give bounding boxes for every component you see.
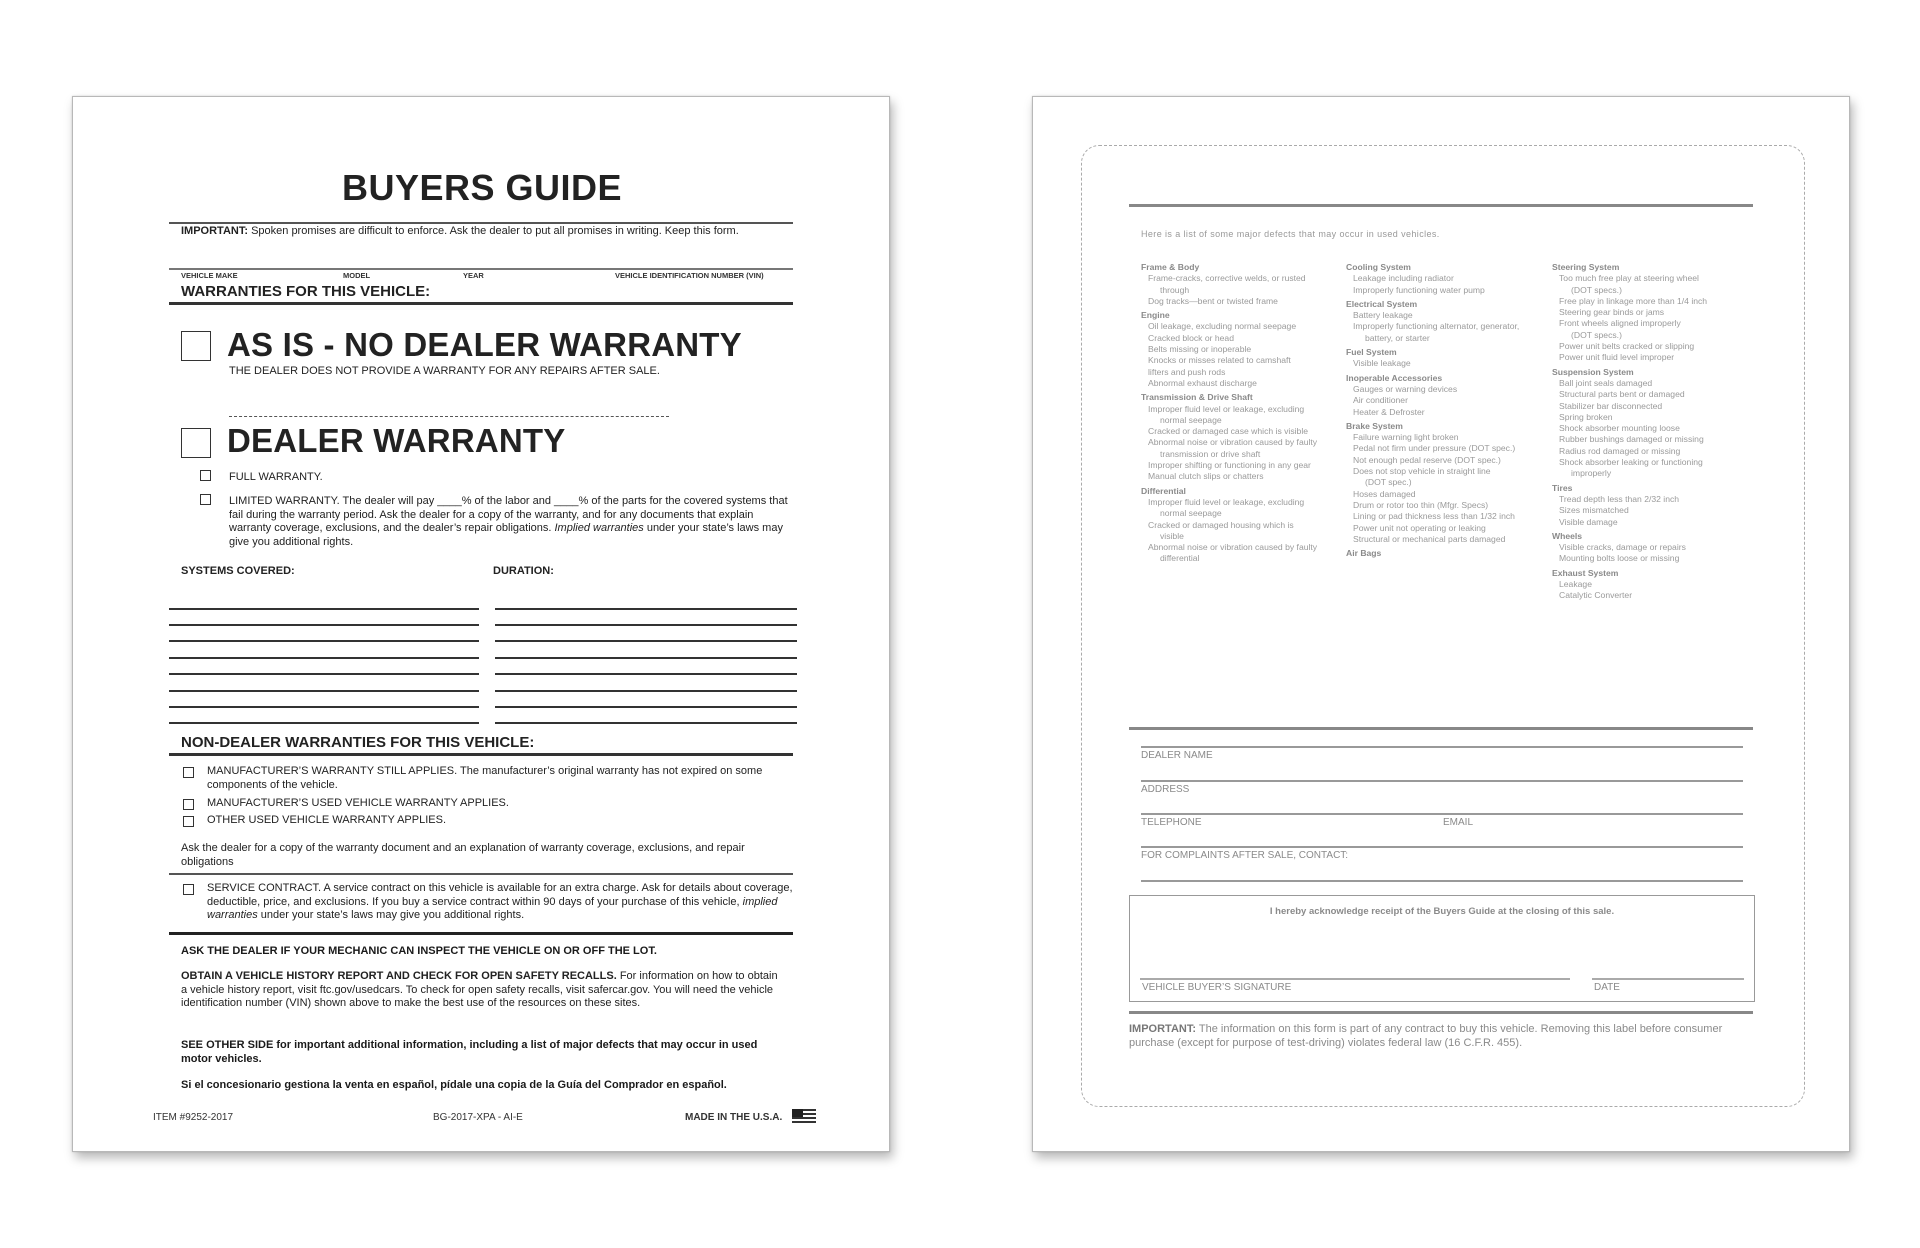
defect-item: Tread depth less than 2/32 inch [1559, 493, 1680, 504]
mechanic-inspection-text: ASK THE DEALER IF YOUR MECHANIC CAN INSPECT THE VEHICLE ON OR OFF THE LOT. [181, 945, 657, 957]
vehicle-make-label: VEHICLE MAKE [181, 271, 238, 280]
dealer-name-line[interactable] [1141, 746, 1743, 748]
defect-item: Pedal not firm under pressure (DOT spec.) [1353, 443, 1516, 454]
defect-category: Differential [1141, 485, 1186, 496]
defect-category: Engine [1141, 310, 1170, 321]
buyers-guide-front-page [72, 96, 890, 1152]
important-notice: IMPORTANT: Spoken promises are difficult to enforce. Ask the dealer to put all promises in writing. Keep this form. [181, 225, 739, 237]
limited-warranty-checkbox[interactable] [200, 494, 211, 505]
defect-category: Air Bags [1346, 548, 1382, 559]
defect-item: Failure warning light broken [1353, 432, 1459, 443]
telephone-email-line[interactable] [1141, 813, 1743, 815]
divider [169, 222, 793, 224]
signature-label: VEHICLE BUYER’S SIGNATURE [1142, 982, 1292, 993]
dealer-warranty-heading: DEALER WARRANTY [227, 422, 566, 459]
divider [169, 873, 793, 875]
defect-item: lifters and push rods [1148, 366, 1226, 377]
divider [1129, 727, 1753, 730]
defect-item: Gauges or warning devices [1353, 383, 1458, 394]
vehicle-info-line [169, 268, 793, 270]
defect-category: Suspension System [1552, 366, 1634, 377]
buyers-guide-back-page [1032, 96, 1850, 1152]
defect-category: Frame & Body [1141, 262, 1200, 272]
defect-item: Visible damage [1559, 516, 1618, 527]
email-label: EMAIL [1443, 817, 1474, 828]
defects-column-3 [1552, 262, 1757, 602]
date-line[interactable] [1592, 978, 1744, 980]
defect-item: Cracked or damaged case which is visible [1148, 426, 1309, 437]
telephone-label: TELEPHONE [1141, 817, 1202, 828]
defect-item: Dog tracks—bent or twisted frame [1148, 295, 1278, 306]
defect-category: Inoperable Accessories [1346, 372, 1443, 383]
defect-item: Air conditioner [1353, 395, 1408, 406]
as-is-subtext: THE DEALER DOES NOT PROVIDE A WARRANTY FOR ANY REPAIRS AFTER SALE. [229, 365, 660, 377]
defect-item: Shock absorber mounting loose [1559, 423, 1680, 434]
defect-item: Manual clutch slips or chatters [1148, 471, 1264, 482]
address-line[interactable] [1141, 780, 1743, 782]
other-used-warranty-checkbox[interactable] [183, 816, 194, 827]
complaints-contact-line[interactable] [1141, 880, 1743, 882]
defect-item: Belts missing or inoperable [1148, 344, 1252, 355]
defect-category: Wheels [1552, 530, 1583, 541]
ask-copy-text: Ask the dealer for a copy of the warranty document and an explanation of warranty coverage, exclusions, and repair obligations [181, 842, 745, 868]
systems-covered-label: SYSTEMS COVERED: [181, 565, 295, 577]
manufacturer-warranty-checkbox[interactable] [183, 767, 194, 778]
manufacturer-warranty-label: MANUFACTURER’S WARRANTY STILL APPLIES. The manufacturer’s original warranty has not expired on some components of the vehicle. [207, 765, 763, 791]
model-label: MODEL [343, 271, 371, 280]
defect-item: Leakage [1559, 579, 1592, 590]
defect-item: Knocks or misses related to camshaft [1148, 355, 1291, 366]
acknowledgement-box [1129, 895, 1755, 1002]
defect-item: Hoses damaged [1353, 488, 1416, 499]
divider [169, 302, 793, 305]
defect-item: Abnormal noise or vibration caused by faulty transmission or drive shaft [1148, 437, 1318, 459]
defect-item: Sizes mismatched [1559, 505, 1629, 516]
address-label: ADDRESS [1141, 784, 1190, 795]
us-flag-icon [792, 1109, 816, 1125]
acknowledgement-text: I hereby acknowledge receipt of the Buyers Guide at the closing of this sale. [1269, 906, 1615, 917]
defect-item: Abnormal noise or vibration caused by faulty differential [1148, 542, 1318, 564]
defect-category: Transmission & Drive Shaft [1141, 392, 1253, 403]
defect-item: Spring broken [1559, 411, 1613, 422]
defect-item: Power unit fluid level improper [1559, 352, 1675, 363]
see-other-side-text: SEE OTHER SIDE for important additional information, including a list of major defects that may occur in used motor vehicles. [181, 1039, 758, 1065]
manufacturer-used-warranty-checkbox[interactable] [183, 799, 194, 810]
as-is-heading: AS IS - NO DEALER WARRANTY [227, 326, 742, 363]
divider [1129, 1011, 1753, 1014]
defect-item: Improper fluid level or leakage, excluding normal seepage [1148, 496, 1305, 519]
dashed-separator [229, 416, 669, 417]
manufacturer-used-warranty-label: MANUFACTURER’S USED VEHICLE WARRANTY APPLIES. [207, 797, 509, 809]
defect-category: Steering System [1552, 262, 1620, 272]
defect-category: Cooling System [1346, 262, 1411, 272]
spanish-notice: Si el concesionario gestiona la venta en español, pídale una copia de la Guía del Comprador en español. [181, 1079, 727, 1091]
back-important-notice: IMPORTANT: The information on this form is part of any contract to buy this vehicle. Removing this label before consumer purchase (except for purpose of test-driving) violates federal law (16 C.F.R. 455). [1129, 1023, 1723, 1049]
defects-intro: Here is a list of some major defects that may occur in used vehicles. [1141, 229, 1440, 239]
item-number: ITEM #9252-2017 [153, 1112, 234, 1123]
defect-item: Power unit belts cracked or slipping [1559, 341, 1695, 352]
defect-category: Brake System [1346, 420, 1403, 431]
dealer-warranty-checkbox[interactable] [181, 428, 211, 458]
defect-item: Visible leakage [1353, 358, 1411, 369]
complaints-line[interactable] [1141, 846, 1743, 848]
defect-item: Catalytic Converter [1559, 590, 1633, 601]
full-warranty-label: FULL WARRANTY. [229, 471, 323, 483]
complaints-label: FOR COMPLAINTS AFTER SALE, CONTACT: [1141, 850, 1349, 861]
defect-item: Improper fluid level or leakage, excluding normal seepage [1148, 403, 1305, 425]
defect-item: Improperly functioning water pump [1353, 284, 1485, 295]
other-used-warranty-label: OTHER USED VEHICLE WARRANTY APPLIES. [207, 814, 447, 826]
defect-item: Oil leakage, excluding normal seepage [1148, 321, 1297, 332]
defect-item: Leakage including radiator [1353, 273, 1454, 284]
defect-item: Cracked or damaged housing which is visible [1148, 519, 1294, 541]
defect-item: Not enough pedal reserve (DOT spec.) [1353, 454, 1501, 465]
defect-item: Heater & Defroster [1353, 406, 1425, 417]
defect-item: Free play in linkage more than 1/4 inch [1559, 295, 1708, 306]
defect-item: Steering gear binds or jams [1559, 307, 1665, 318]
defect-item: Rubber bushings damaged or missing [1559, 434, 1704, 445]
defect-item: Battery leakage [1353, 310, 1413, 321]
full-warranty-checkbox[interactable] [200, 470, 211, 481]
defect-item: Structural parts bent or damaged [1559, 389, 1685, 400]
defect-item: Drum or rotor too thin (Mfgr. Specs) [1353, 499, 1489, 510]
non-dealer-heading: NON-DEALER WARRANTIES FOR THIS VEHICLE: [181, 734, 535, 751]
defects-column-2 [1346, 262, 1551, 559]
vin-label: VEHICLE IDENTIFICATION NUMBER (VIN) [615, 271, 764, 280]
defect-category: Exhaust System [1552, 567, 1619, 578]
defect-item: Power unit not operating or leaking [1353, 522, 1486, 533]
defect-item: Improperly functioning alternator, generator, battery, or starter [1353, 321, 1520, 343]
defect-item: Too much free play at steering wheel (DOT specs.) [1559, 273, 1699, 295]
defect-item: Radius rod damaged or missing [1559, 445, 1681, 456]
divider [169, 932, 793, 935]
defect-category: Tires [1552, 482, 1573, 493]
service-contract-checkbox[interactable] [183, 884, 194, 895]
defect-category: Electrical System [1346, 298, 1418, 309]
defect-item: Cracked block or head [1148, 332, 1234, 343]
divider [169, 753, 793, 756]
defect-item: Abnormal exhaust discharge [1148, 377, 1257, 388]
service-contract-text: SERVICE CONTRACT. A service contract on this vehicle is available for an extra charge. Ask for details about coverage, deductible, price, and exclusions. If you buy a service contract within 90 days of your purchase of this vehicle, implied warranties under your state’s laws may give you additional rights. [207, 882, 793, 921]
defect-item: Shock absorber leaking or functioning improperly [1559, 457, 1703, 479]
defect-item: Front wheels aligned improperly (DOT specs.) [1559, 318, 1681, 340]
defect-item: Structural or mechanical parts damaged [1353, 533, 1506, 544]
date-label: DATE [1594, 982, 1620, 993]
as-is-checkbox[interactable] [181, 331, 211, 361]
defect-category: Fuel System [1346, 347, 1397, 358]
defect-item: Ball joint seals damaged [1559, 377, 1653, 388]
year-label: YEAR [463, 271, 484, 280]
duration-label: DURATION: [493, 565, 554, 577]
defect-item: Improper shifting or functioning in any gear [1148, 460, 1311, 471]
signature-line[interactable] [1140, 978, 1570, 980]
divider [1129, 204, 1753, 207]
defect-item: Frame-cracks, corrective welds, or rusted through [1148, 273, 1306, 295]
limited-warranty-text: LIMITED WARRANTY. The dealer will pay ____% of the labor and ____% of the parts for the covered systems that fail during the warranty period. Ask the dealer for a copy of the warranty, and for any documents that explain warranty coverage, exclusions, and the dealer’s repair obligations. Implied warranties under your state’s laws may give you additional rights. [229, 495, 788, 548]
vehicle-history-text: OBTAIN A VEHICLE HISTORY REPORT AND CHECK FOR OPEN SAFETY RECALLS. For information on how to obtain a vehicle history report, visit ftc.gov/usedcars. To check for open safety recalls, visit safercar.gov. You will need the vehicle identification number (VIN) shown above to make the best use of the resources on these sites. [181, 970, 778, 1009]
defect-item: Mounting bolts loose or missing [1559, 553, 1680, 564]
defect-item: Does not stop vehicle in straight line (DOT spec.) [1353, 466, 1491, 488]
defect-item: Lining or pad thickness less than 1/32 inch [1353, 511, 1515, 522]
warranties-heading: WARRANTIES FOR THIS VEHICLE: [181, 283, 431, 300]
dealer-name-label: DEALER NAME [1141, 750, 1213, 761]
form-code: BG-2017-XPA - AI-E [433, 1112, 523, 1123]
made-in-usa: MADE IN THE U.S.A. [685, 1112, 783, 1123]
defect-item: Stabilizer bar disconnected [1559, 400, 1663, 411]
page-title: BUYERS GUIDE [341, 167, 623, 208]
defects-column-1 [1141, 262, 1346, 565]
defect-item: Visible cracks, damage or repairs [1559, 542, 1686, 553]
